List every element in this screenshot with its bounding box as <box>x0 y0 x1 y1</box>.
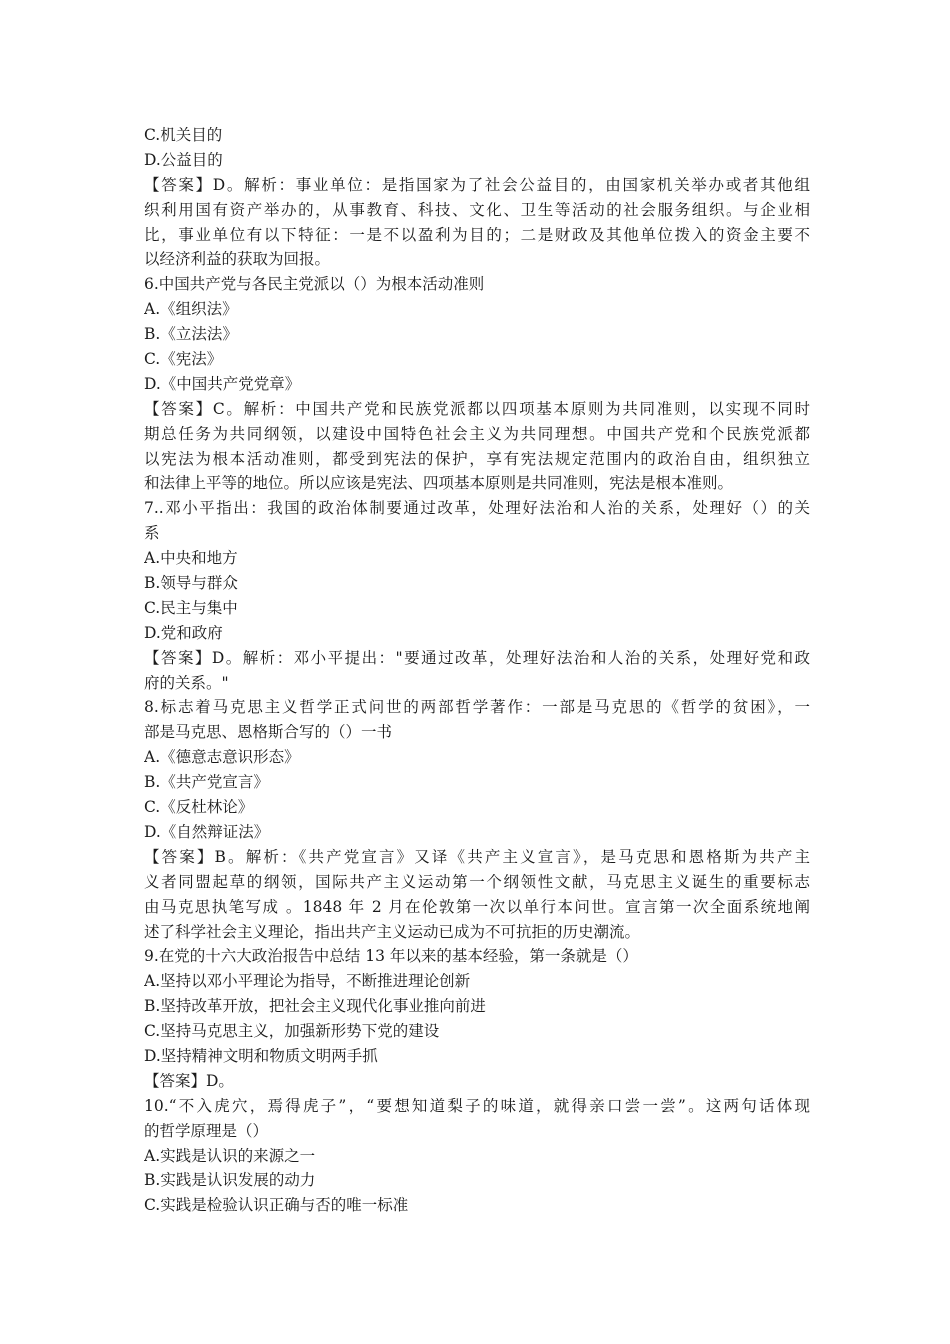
text-line: 【答案】D。解析：邓小平提出："要通过改革，处理好法治和人治的关系，处理好党和政 <box>144 648 810 667</box>
text-line: A.《德意志意识形态》 <box>144 748 300 767</box>
text-line: C.实践是检验认识正确与否的唯一标准 <box>144 1196 409 1215</box>
text-line: 府的关系。" <box>144 673 229 692</box>
text-line: B.领导与群众 <box>144 574 238 593</box>
text-line: 以经济利益的获取为回报。 <box>144 250 331 269</box>
text-line: 和法律上平等的地位。所以应该是宪法、四项基本原则是共同准则，宪法是根本准则。 <box>144 474 734 493</box>
text-line: A.《组织法》 <box>144 300 238 319</box>
text-line: C.坚持马克思主义，加强新形势下党的建设 <box>144 1022 440 1041</box>
text-line: 【答案】D。 <box>144 1071 234 1090</box>
text-line: C.民主与集中 <box>144 598 238 617</box>
text-line: 由马克思执笔写成 。1848 年 2 月在伦敦第一次以单行本问世。宣言第一次全面系统地阐 <box>144 897 810 916</box>
text-line: C.《反杜林论》 <box>144 798 254 817</box>
text-line: D.公益目的 <box>144 150 223 169</box>
document-body <box>144 123 810 1218</box>
text-line: 系 <box>144 524 160 543</box>
text-line: A.中央和地方 <box>144 549 238 568</box>
text-line: 8.标志着马克思主义哲学正式问世的两部哲学著作：一部是马克思的《哲学的贫困》，一 <box>144 698 810 717</box>
text-line: D.《中国共产党党章》 <box>144 374 301 393</box>
text-line: 织利用国有资产举办的，从事教育、科技、文化、卫生等活动的社会服务组织。与企业相 <box>144 200 810 219</box>
text-line: 义者同盟起草的纲领，国际共产主义运动第一个纲领性文献，马克思主义诞生的重要标志 <box>144 872 810 891</box>
text-line: A.实践是认识的来源之一 <box>144 1146 316 1165</box>
text-line: 9.在党的十六大政治报告中总结 13 年以来的基本经验，第一条就是（） <box>144 947 638 966</box>
text-line: C.机关目的 <box>144 126 223 144</box>
text-line: 述了科学社会主义理论，指出共产主义运动已成为不可抗拒的历史潮流。 <box>144 922 641 941</box>
text-line: 7..邓小平指出：我国的政治体制要通过改革，处理好法治和人治的关系，处理好（）的关 <box>144 499 810 518</box>
text-line: 10.“不入虎穴，焉得虎子”，“要想知道梨子的味道，就得亲口尝一尝”。这两句话体现 <box>144 1096 810 1115</box>
text-line: B.《共产党宣言》 <box>144 773 269 792</box>
text-line: C.《宪法》 <box>144 350 223 369</box>
text-line: 比，事业单位有以下特征：一是不以盈利为目的；二是财政及其他单位拨入的资金主要不 <box>144 225 810 244</box>
text-line: 以宪法为根本活动准则，都受到宪法的保护，享有宪法规定范围内的政治自由，组织独立 <box>144 449 810 468</box>
text-line: 【答案】B。解析：《共产党宣言》又译《共产主义宣言》，是马克思和恩格斯为共产主 <box>144 847 810 866</box>
text-line: 部是马克思、恩格斯合写的（）一书 <box>144 723 393 742</box>
text-line: 【答案】D。解析：事业单位：是指国家为了社会公益目的，由国家机关举办或者其他组 <box>144 175 810 194</box>
text-line: D.党和政府 <box>144 623 223 642</box>
text-line: 6.中国共产党与各民主党派以（）为根本活动准则 <box>144 275 485 294</box>
text-line: A.坚持以邓小平理论为指导，不断推进理论创新 <box>144 972 471 991</box>
text-line: 【答案】C。解析：中国共产党和民族党派都以四项基本原则为共同准则，以实现不同时 <box>144 399 810 418</box>
text-line: 的哲学原理是（） <box>144 1121 269 1140</box>
text-line: D.坚持精神文明和物质文明两手抓 <box>144 1046 378 1065</box>
text-line: B.坚持改革开放，把社会主义现代化事业推向前进 <box>144 997 486 1016</box>
text-line: B.实践是认识发展的动力 <box>144 1171 316 1190</box>
text-line: B.《立法法》 <box>144 325 238 344</box>
text-line: D.《自然辩证法》 <box>144 822 270 841</box>
text-line: 期总任务为共同纲领，以建设中国特色社会主义为共同理想。中国共产党和个民族党派都 <box>144 424 810 443</box>
